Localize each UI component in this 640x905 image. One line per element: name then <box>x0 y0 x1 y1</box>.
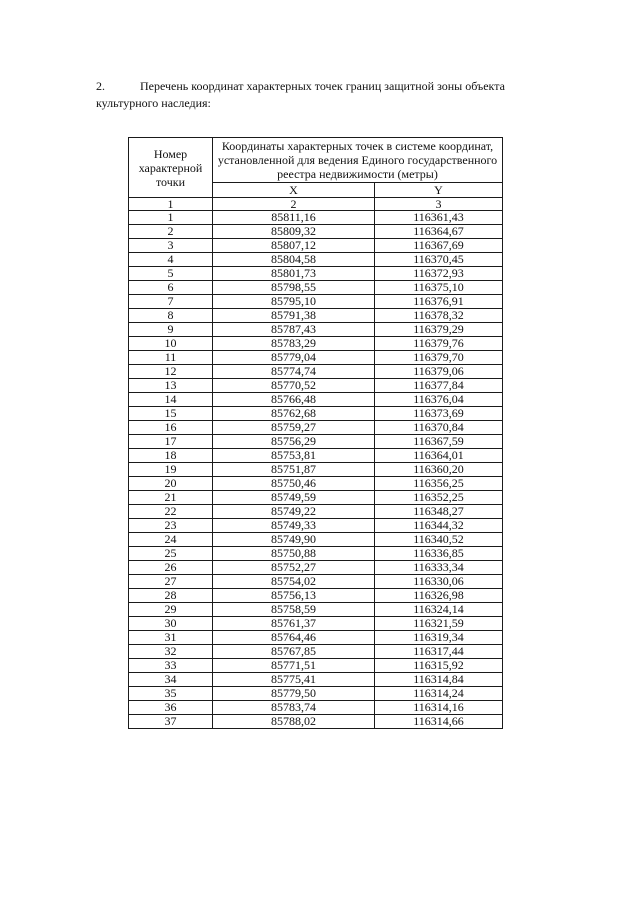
point-number-cell: 36 <box>129 701 213 715</box>
table-row <box>129 211 503 225</box>
y-coordinate-cell: 116317,44 <box>375 645 503 659</box>
x-coordinate-cell: 85809,32 <box>213 225 375 239</box>
table-row <box>129 645 503 659</box>
point-number-cell: 5 <box>129 267 213 281</box>
x-coordinate-cell: 85787,43 <box>213 323 375 337</box>
point-number-cell: 2 <box>129 225 213 239</box>
x-coordinate-cell: 85771,51 <box>213 659 375 673</box>
y-coordinate-cell: 116364,01 <box>375 449 503 463</box>
y-coordinate-cell: 116314,84 <box>375 673 503 687</box>
table-row <box>129 673 503 687</box>
point-number-cell: 23 <box>129 519 213 533</box>
table-row <box>129 575 503 589</box>
point-number-cell: 4 <box>129 253 213 267</box>
table-row <box>129 393 503 407</box>
point-number-cell: 22 <box>129 505 213 519</box>
point-number-cell: 21 <box>129 491 213 505</box>
y-coordinate-cell: 116321,59 <box>375 617 503 631</box>
point-number-cell: 9 <box>129 323 213 337</box>
y-coordinate-cell: 116367,69 <box>375 239 503 253</box>
coordinates-header: Координаты характерных точек в системе координат, установленной для ведения Единого государственного реестра недвижимости (метры) <box>213 138 503 183</box>
y-coordinate-cell: 116360,20 <box>375 463 503 477</box>
table-row <box>129 589 503 603</box>
x-coordinate-cell: 85752,27 <box>213 561 375 575</box>
y-coordinate-cell: 116333,34 <box>375 561 503 575</box>
table-row <box>129 603 503 617</box>
y-coordinate-cell: 116379,29 <box>375 323 503 337</box>
y-coordinate-cell: 116376,91 <box>375 295 503 309</box>
y-coordinate-cell: 116344,32 <box>375 519 503 533</box>
point-number-cell: 29 <box>129 603 213 617</box>
x-coordinate-cell: 85756,29 <box>213 435 375 449</box>
x-coordinate-cell: 85804,58 <box>213 253 375 267</box>
x-coordinate-cell: 85783,29 <box>213 337 375 351</box>
point-number-cell: 11 <box>129 351 213 365</box>
table-row <box>129 407 503 421</box>
point-number-cell: 25 <box>129 547 213 561</box>
table-row <box>129 449 503 463</box>
table-row <box>129 253 503 267</box>
table-row <box>129 547 503 561</box>
x-coordinate-cell: 85750,46 <box>213 477 375 491</box>
table-row <box>129 295 503 309</box>
point-number-cell: 20 <box>129 477 213 491</box>
y-coordinate-cell: 116315,92 <box>375 659 503 673</box>
y-coordinate-cell: 116324,14 <box>375 603 503 617</box>
point-number-cell: 10 <box>129 337 213 351</box>
table-row <box>129 491 503 505</box>
point-number-cell: 30 <box>129 617 213 631</box>
point-number-cell: 13 <box>129 379 213 393</box>
table-row <box>129 421 503 435</box>
y-coordinate-cell: 116370,45 <box>375 253 503 267</box>
x-coordinate-cell: 85779,04 <box>213 351 375 365</box>
x-coordinate-cell: 85801,73 <box>213 267 375 281</box>
y-coordinate-cell: 116379,06 <box>375 365 503 379</box>
point-number-cell: 26 <box>129 561 213 575</box>
point-number-cell: 37 <box>129 715 213 729</box>
y-coordinate-cell: 116373,69 <box>375 407 503 421</box>
point-number-cell: 7 <box>129 295 213 309</box>
point-number-cell: 15 <box>129 407 213 421</box>
table-row <box>129 379 503 393</box>
point-number-cell: 3 <box>129 239 213 253</box>
point-number-cell: 28 <box>129 589 213 603</box>
x-coordinate-cell: 85761,37 <box>213 617 375 631</box>
x-coordinate-cell: 85775,41 <box>213 673 375 687</box>
x-coordinate-cell: 85783,74 <box>213 701 375 715</box>
table-row <box>129 351 503 365</box>
point-number-cell: 8 <box>129 309 213 323</box>
y-coordinate-cell: 116336,85 <box>375 547 503 561</box>
point-number-cell: 34 <box>129 673 213 687</box>
x-coordinate-cell: 85750,88 <box>213 547 375 561</box>
point-number-header: Номер характерной точки <box>129 138 213 198</box>
y-coordinate-cell: 116375,10 <box>375 281 503 295</box>
x-header: X <box>213 183 375 198</box>
x-coordinate-cell: 85779,50 <box>213 687 375 701</box>
point-number-cell: 16 <box>129 421 213 435</box>
y-coordinate-cell: 116370,84 <box>375 421 503 435</box>
section-number: 2. <box>96 79 105 93</box>
x-coordinate-cell: 85749,90 <box>213 533 375 547</box>
point-number-cell: 1 <box>129 211 213 225</box>
table-row <box>129 533 503 547</box>
y-coordinate-cell: 116314,16 <box>375 701 503 715</box>
x-coordinate-cell: 85811,16 <box>213 211 375 225</box>
x-coordinate-cell: 85753,81 <box>213 449 375 463</box>
x-coordinate-cell: 85807,12 <box>213 239 375 253</box>
y-coordinate-cell: 116330,06 <box>375 575 503 589</box>
x-coordinate-cell: 85767,85 <box>213 645 375 659</box>
table-row <box>129 687 503 701</box>
point-number-cell: 31 <box>129 631 213 645</box>
table-row <box>129 631 503 645</box>
x-coordinate-cell: 85795,10 <box>213 295 375 309</box>
y-coordinate-cell: 116372,93 <box>375 267 503 281</box>
y-coordinate-cell: 116377,84 <box>375 379 503 393</box>
section-title: Перечень координат характерных точек границ защитной зоны объекта культурного наследия: <box>96 79 505 110</box>
table-row <box>129 617 503 631</box>
table-row <box>129 463 503 477</box>
x-coordinate-cell: 85788,02 <box>213 715 375 729</box>
point-number-cell: 19 <box>129 463 213 477</box>
table-row <box>129 505 503 519</box>
coordinates-table <box>128 137 503 729</box>
x-coordinate-cell: 85791,38 <box>213 309 375 323</box>
x-coordinate-cell: 85756,13 <box>213 589 375 603</box>
y-coordinate-cell: 116379,70 <box>375 351 503 365</box>
table-row <box>129 659 503 673</box>
table-row <box>129 365 503 379</box>
y-coordinate-cell: 116348,27 <box>375 505 503 519</box>
column-index-3: 3 <box>375 198 503 211</box>
y-coordinate-cell: 116356,25 <box>375 477 503 491</box>
table-row <box>129 519 503 533</box>
column-index-1: 1 <box>129 198 213 211</box>
y-coordinate-cell: 116319,34 <box>375 631 503 645</box>
y-coordinate-cell: 116364,67 <box>375 225 503 239</box>
table-row <box>129 267 503 281</box>
table-row <box>129 435 503 449</box>
point-number-cell: 33 <box>129 659 213 673</box>
header-row <box>129 138 503 183</box>
x-coordinate-cell: 85749,33 <box>213 519 375 533</box>
x-coordinate-cell: 85762,68 <box>213 407 375 421</box>
x-coordinate-cell: 85764,46 <box>213 631 375 645</box>
point-number-cell: 14 <box>129 393 213 407</box>
y-coordinate-cell: 116314,24 <box>375 687 503 701</box>
point-number-cell: 32 <box>129 645 213 659</box>
column-index-2: 2 <box>213 198 375 211</box>
table-row <box>129 561 503 575</box>
y-coordinate-cell: 116367,59 <box>375 435 503 449</box>
section-heading <box>96 78 556 112</box>
table-row <box>129 715 503 729</box>
y-coordinate-cell: 116340,52 <box>375 533 503 547</box>
x-coordinate-cell: 85751,87 <box>213 463 375 477</box>
x-coordinate-cell: 85749,59 <box>213 491 375 505</box>
table-row <box>129 225 503 239</box>
x-coordinate-cell: 85798,55 <box>213 281 375 295</box>
coordinates-table-body <box>129 138 503 729</box>
x-coordinate-cell: 85770,52 <box>213 379 375 393</box>
point-number-cell: 24 <box>129 533 213 547</box>
table-row <box>129 323 503 337</box>
point-number-cell: 12 <box>129 365 213 379</box>
point-number-cell: 6 <box>129 281 213 295</box>
point-number-cell: 35 <box>129 687 213 701</box>
table-row <box>129 701 503 715</box>
table-row <box>129 239 503 253</box>
x-coordinate-cell: 85758,59 <box>213 603 375 617</box>
y-coordinate-cell: 116352,25 <box>375 491 503 505</box>
y-coordinate-cell: 116376,04 <box>375 393 503 407</box>
point-number-cell: 18 <box>129 449 213 463</box>
column-index-row <box>129 198 503 211</box>
x-coordinate-cell: 85766,48 <box>213 393 375 407</box>
table-row <box>129 477 503 491</box>
x-coordinate-cell: 85749,22 <box>213 505 375 519</box>
y-header: Y <box>375 183 503 198</box>
y-coordinate-cell: 116379,76 <box>375 337 503 351</box>
table-row <box>129 281 503 295</box>
y-coordinate-cell: 116361,43 <box>375 211 503 225</box>
x-coordinate-cell: 85754,02 <box>213 575 375 589</box>
table-row <box>129 309 503 323</box>
y-coordinate-cell: 116326,98 <box>375 589 503 603</box>
y-coordinate-cell: 116314,66 <box>375 715 503 729</box>
point-number-cell: 17 <box>129 435 213 449</box>
x-coordinate-cell: 85774,74 <box>213 365 375 379</box>
x-coordinate-cell: 85759,27 <box>213 421 375 435</box>
point-number-cell: 27 <box>129 575 213 589</box>
y-coordinate-cell: 116378,32 <box>375 309 503 323</box>
table-row <box>129 337 503 351</box>
